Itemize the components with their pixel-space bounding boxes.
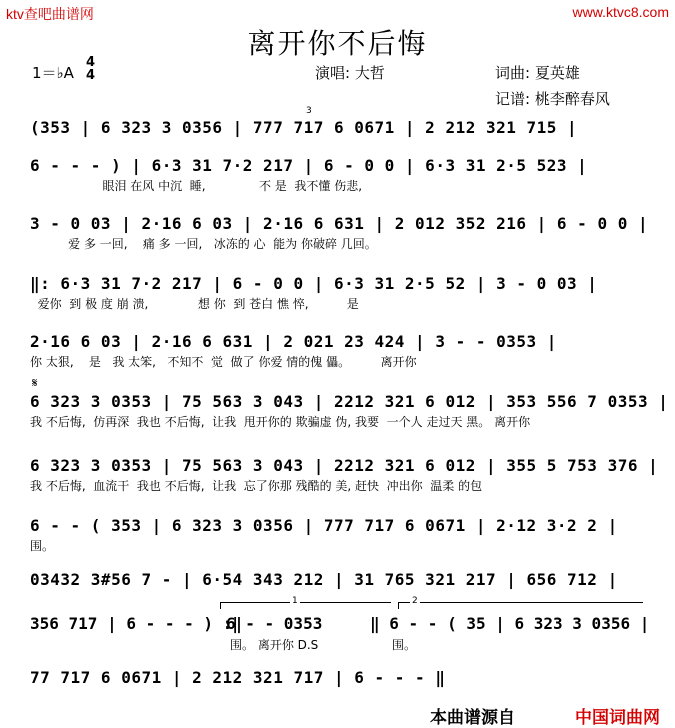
lyric-line: 你 太狠, 是 我 太笨, 不知不 觉 做了 你爱 情的傀 儡。 离开你 bbox=[30, 355, 417, 369]
composer-credit: 词曲: 夏英雄 bbox=[495, 64, 580, 82]
volta-2-bracket bbox=[398, 602, 643, 609]
song-title: 离开你不后悔 bbox=[247, 27, 428, 60]
lyric-line: 围。 bbox=[30, 539, 55, 553]
volta-1-notes: 6 - - 0353 bbox=[226, 614, 323, 633]
notation-line: 6 323 3 0353 | 75 563 3 043 | 2212 321 6 012 | 355 5 753 376 | bbox=[30, 456, 659, 475]
site-watermark-left[interactable]: ktv查吧曲谱网 bbox=[6, 6, 94, 22]
time-signature bbox=[86, 56, 95, 82]
site-watermark-right[interactable]: www.ktvc8.com bbox=[572, 4, 669, 20]
lyric-line: 我 不后悔, 血流干 我也 不后悔, 让我 忘了你那 残酷的 美, 赶快 冲出你 温柔 的包 bbox=[30, 479, 483, 493]
notation-line: ‖: 6·3 31 7·2 217 | 6 - 0 0 | 6·3 31 2·5 52 | 3 - 0 03 | bbox=[30, 274, 598, 293]
transcriber-credit: 记谱: 桃李醉春风 bbox=[495, 90, 610, 108]
lyric-line: 我 不后悔, 仿再深 我也 不后悔, 让我 甩开你的 欺骗虚 伪, 我要 一个人 走过天 黑。 离开你 bbox=[30, 415, 531, 429]
volta-2-lyrics: 围。 bbox=[392, 638, 417, 652]
volta-1-label: 1 bbox=[292, 596, 298, 606]
volta-1-lyrics: 围。 离开你 D.S bbox=[230, 638, 319, 652]
volta-2-notes: ‖ 6 - - ( 35 | 6 323 3 0356 | bbox=[370, 614, 650, 633]
singer-credit: 演唱: 大哲 bbox=[315, 64, 385, 82]
notation-line: 2·16 6 03 | 2·16 6 631 | 2 021 23 424 | 3 - - 0353 | bbox=[30, 332, 557, 351]
source-credit: 本曲谱源自 bbox=[430, 708, 515, 728]
lyric-line: 爱 多 一回, 痛 多 一回, 冰冻的 心 能为 你破碎 几回。 bbox=[30, 237, 377, 251]
notation-line: (353 | 6 323 3 0356 | 777 717 6 0671 | 2 212 321 715 | bbox=[30, 118, 578, 137]
time-top: 4 bbox=[86, 55, 96, 70]
notation-line: 6 - - ( 353 | 6 323 3 0356 | 777 717 6 0671 | 2·12 3·2 2 | bbox=[30, 516, 618, 535]
notation-line: 6 323 3 0353 | 75 563 3 043 | 2212 321 6 012 | 353 556 7 0353 | bbox=[30, 392, 669, 411]
ending-lead: 356 717 | 6 - - - ) :‖ bbox=[30, 614, 242, 633]
source-site-link[interactable]: 中国词曲网 bbox=[575, 708, 660, 728]
notation-line: 3 - 0 03 | 2·16 6 03 | 2·16 6 631 | 2 012 352 216 | 6 - 0 0 | bbox=[30, 214, 649, 233]
volta-1-bracket bbox=[220, 602, 391, 609]
time-bottom: 4 bbox=[86, 68, 96, 83]
notation-line: 6 - - - ) | 6·3 31 7·2 217 | 6 - 0 0 | 6·3 31 2·5 523 | bbox=[30, 156, 588, 175]
lyric-line: 眼泪 在风 中沉 睡, 不 是 我不懂 伤悲, bbox=[30, 179, 363, 193]
lyric-line: 爱你 到 极 度 崩 溃, 想 你 到 苍白 憔 悴, 是 bbox=[30, 297, 359, 311]
notation-line: 03432 3#56 7 - | 6·54 343 212 | 31 765 321 217 | 656 712 | bbox=[30, 570, 618, 589]
segno-sign: 𝄋 bbox=[32, 376, 38, 391]
notation-line: 77 717 6 0671 | 2 212 321 717 | 6 - - - ‖ bbox=[30, 668, 446, 687]
triplet-mark: 3 bbox=[306, 106, 312, 116]
volta-2-label: 2 bbox=[412, 596, 418, 606]
key-signature: 1＝♭A bbox=[32, 64, 74, 82]
